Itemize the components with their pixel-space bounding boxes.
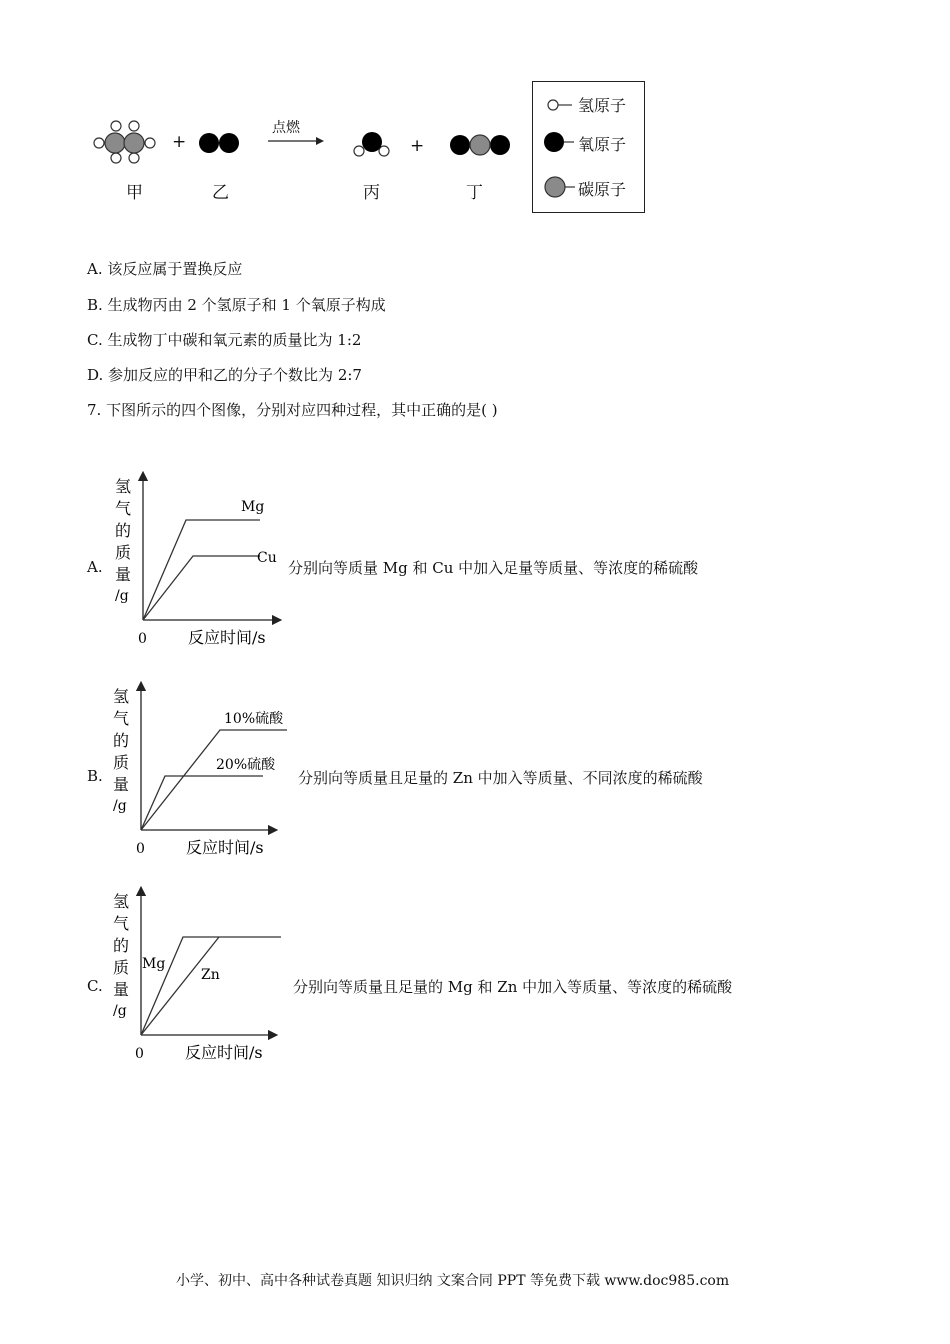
y-label-char: 氢 bbox=[113, 892, 130, 911]
graph-a-description: 分别向等质量 Mg 和 Cu 中加入足量等质量、等浓度的稀硫酸 bbox=[288, 559, 699, 577]
series-label-10pct: 10%硫酸 bbox=[224, 711, 284, 727]
option-key: B. bbox=[87, 296, 103, 314]
option-text: 生成物丁中碳和氧元素的质量比为 1:2 bbox=[107, 331, 362, 349]
series-label-20pct: 20%硫酸 bbox=[216, 757, 276, 773]
question-7: 7. 下图所示的四个图像，分别对应四种过程，其中正确的是( ) bbox=[87, 401, 498, 419]
x-axis-label: 反应时间/s bbox=[185, 1043, 263, 1062]
y-label-char: 的 bbox=[115, 521, 132, 540]
series-label-zn: Zn bbox=[201, 967, 220, 983]
graph-b-key: B. bbox=[87, 767, 103, 785]
molecule-yi bbox=[199, 133, 239, 153]
option-d bbox=[87, 365, 362, 385]
plus-sign-2: + bbox=[410, 136, 425, 156]
origin-label: 0 bbox=[136, 841, 145, 857]
molecule-jia bbox=[94, 121, 155, 163]
y-label-char: 的 bbox=[113, 936, 130, 955]
y-label-char: 质 bbox=[115, 543, 132, 562]
option-a bbox=[87, 259, 242, 279]
series-label-mg: Mg bbox=[241, 499, 265, 515]
graph-c-description: 分别向等质量且足量的 Mg 和 Zn 中加入等质量、等浓度的稀硫酸 bbox=[293, 978, 733, 996]
molecule-ding bbox=[450, 135, 510, 155]
y-label-char: 氢 bbox=[113, 687, 130, 706]
label-yi: 乙 bbox=[212, 183, 229, 203]
option-c bbox=[87, 330, 361, 350]
legend-carbon-label: 碳原子 bbox=[578, 180, 627, 199]
graph-a-key: A. bbox=[87, 558, 103, 576]
y-label-char: 量 bbox=[113, 775, 130, 794]
option-text: 生成物丙由 2 个氢原子和 1 个氧原子构成 bbox=[107, 296, 386, 314]
y-label-char: 质 bbox=[113, 958, 130, 977]
y-label-char: /g bbox=[113, 1003, 127, 1019]
series-mg-line bbox=[141, 937, 281, 1035]
x-axis-label: 反应时间/s bbox=[186, 838, 264, 857]
option-key: C. bbox=[87, 331, 103, 349]
legend-oxygen-label: 氧原子 bbox=[578, 135, 627, 154]
reaction-arrow bbox=[268, 137, 324, 145]
plus-sign-1: + bbox=[172, 132, 187, 152]
y-label-char: 氢 bbox=[115, 477, 132, 496]
option-key: A. bbox=[87, 260, 103, 278]
label-ding: 丁 bbox=[466, 183, 483, 203]
y-label-char: 质 bbox=[113, 753, 130, 772]
molecule-bing bbox=[354, 132, 389, 156]
y-label-char: 量 bbox=[113, 980, 130, 999]
graph-b bbox=[105, 680, 295, 860]
y-label-char: /g bbox=[115, 588, 129, 604]
series-label-cu: Cu bbox=[257, 550, 277, 566]
option-text: 参加反应的甲和乙的分子个数比为 2:7 bbox=[108, 366, 362, 384]
y-label-char: 气 bbox=[115, 499, 132, 518]
graph-c bbox=[105, 885, 290, 1065]
series-zn-line bbox=[141, 937, 219, 1035]
series-20pct-line bbox=[141, 776, 263, 830]
y-label-char: 的 bbox=[113, 731, 130, 750]
y-label-char: /g bbox=[113, 798, 127, 814]
x-axis-label: 反应时间/s bbox=[188, 628, 266, 647]
origin-label: 0 bbox=[135, 1046, 144, 1062]
label-bing: 丙 bbox=[363, 183, 380, 203]
graph-b-description: 分别向等质量且足量的 Zn 中加入等质量、不同浓度的稀硫酸 bbox=[298, 769, 703, 787]
y-label-char: 量 bbox=[115, 565, 132, 584]
series-cu-line bbox=[143, 556, 260, 620]
option-key: D. bbox=[87, 366, 104, 384]
series-label-mg: Mg bbox=[142, 956, 166, 972]
series-mg-line bbox=[143, 520, 260, 620]
option-b bbox=[87, 295, 386, 315]
option-text: 该反应属于置换反应 bbox=[107, 260, 243, 278]
graph-c-key: C. bbox=[87, 977, 103, 995]
page-footer: 小学、初中、高中各种试卷真题 知识归纳 文案合同 PPT 等免费下载 www.doc985.com bbox=[176, 1273, 730, 1289]
legend-hydrogen-label: 氢原子 bbox=[578, 96, 627, 115]
arrow-label: 点燃 bbox=[272, 120, 300, 136]
y-label-char: 气 bbox=[113, 709, 130, 728]
label-jia: 甲 bbox=[126, 183, 143, 203]
graph-a bbox=[105, 470, 290, 650]
y-label-char: 气 bbox=[113, 914, 130, 933]
origin-label: 0 bbox=[138, 631, 147, 647]
